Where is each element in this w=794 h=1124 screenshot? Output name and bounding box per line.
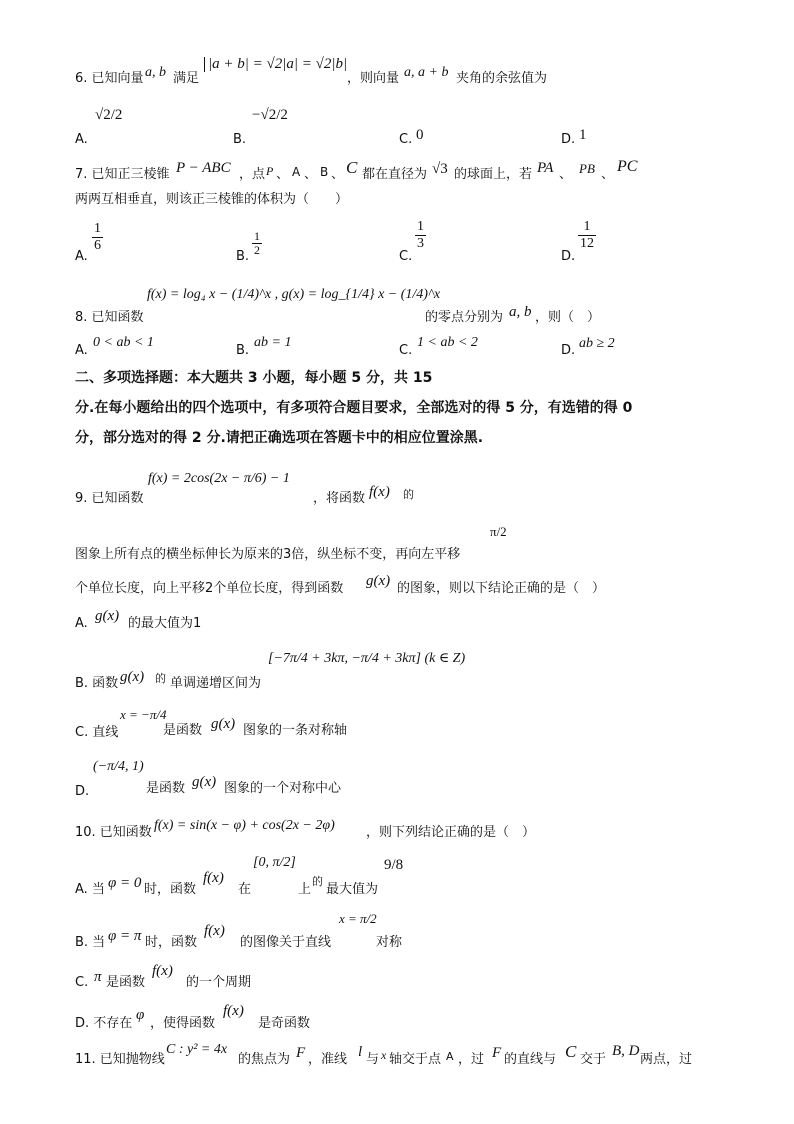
q7-option-b-num: 1 [254,229,260,243]
q7-sep-5: 、 [601,167,615,182]
q7-option-c-den: 3 [417,235,424,251]
q6-suffix: 夹角的余弦值为 [456,71,548,86]
q7-text-1: ，点 [239,167,266,182]
q7-sep-2: 、 [304,167,318,182]
q8-option-b-value: ab = 1 [254,335,292,350]
q10-option-d-t1: ，使得函数 [150,1016,216,1031]
q9-option-a-fn: g(x) [95,608,120,624]
q10-option-d-phi: φ [136,1007,145,1023]
q9-option-d-text-2: 图象的一个对称中心 [224,781,342,796]
q11-focus: F [296,1045,306,1061]
q10-prefix: 10. 已知函数 [75,825,152,840]
q7-option-a-den: 6 [94,237,101,253]
q6-vectors-2: a, a + b [404,65,449,80]
q7-option-b-label: B. [236,249,250,264]
q9-option-b-text: 单调递增区间为 [170,676,262,691]
section-2-line-2: 分.在每小题给出的四个选项中，有多项符合题目要求，全部选对的得 5 分，有选错的得 0 [75,400,633,416]
q8-formula: f(x) = log₄ x − (1/4)^x , g(x) = log_{1/4} x − (1/4)^x [147,287,441,302]
q7-option-d-den: 12 [580,235,594,251]
q7-sep-4: 、 [559,167,573,182]
q8-prefix: 8. 已知函数 [75,310,144,325]
q6-option-a-value: √2/2 [95,107,123,123]
q8-option-d-label: D. [561,343,576,358]
q11-t6: 的直线与 [504,1052,557,1067]
q9-option-d-point: (−π/4, 1) [93,759,144,774]
q7-text-2: 都在直径为 [362,167,428,182]
q9-option-d-text: 是函数 [146,781,186,796]
q9-mid: ，将函数 [313,491,366,506]
q11-prefix: 11. 已知抛物线 [75,1052,165,1067]
q9-line-3a: 个单位长度，向上平移2个单位长度，得到函数 [75,581,344,596]
q7-option-d-label: D. [561,249,576,264]
q8-option-a-label: A. [75,343,88,358]
q11-t7: 交于 [580,1052,607,1067]
q9-formula: f(x) = 2cos(2x − π/6) − 1 [148,471,290,486]
q10-suffix: ，则下列结论正确的是（ ） [366,825,536,840]
q7-option-a-fraction [92,222,103,253]
q7-point-a: A [292,165,301,179]
q7-option-c-num: 1 [417,219,424,234]
q10-option-b-fn: f(x) [204,923,225,939]
q11-curve-c: C [565,1042,577,1061]
q8-option-a-value: 0 < ab < 1 [93,335,154,350]
q9-option-c-fn: g(x) [211,716,236,732]
q8-mid: 的零点分别为 [425,310,504,325]
q9-option-b-label: B. 函数 [75,676,119,691]
q10-option-a-label: A. 当 [75,882,105,897]
q11-t5: ，过 [458,1052,485,1067]
q9-option-b-de: 的 [155,672,166,685]
q9-option-d-fn: g(x) [192,774,217,790]
q7-sep-3: 、 [331,167,345,182]
q7-option-d-num: 1 [578,220,596,236]
q10-option-b-t1: 时，函数 [145,935,198,950]
q10-option-a-t1: 时，函数 [144,882,197,897]
q7-pa: PA [537,160,554,176]
q6-option-b-value: −√2/2 [252,107,288,123]
q9-option-c-line: x = −π/4 [120,707,167,722]
q11-point-a: A [446,1050,454,1063]
q6-option-b-label: B. [233,132,247,147]
q11-curve: C : y² = 4x [166,1042,228,1057]
q11-t1: 的焦点为 [238,1052,291,1067]
q7-pc: PC [617,158,638,175]
q10-option-a-fn: f(x) [203,870,224,886]
q8-option-d-value: ab ≥ 2 [579,336,615,351]
q10-option-b-label: B. 当 [75,935,106,950]
q11-t8: 两点，过 [640,1052,693,1067]
q11-points-bd: B, D [612,1043,640,1059]
q6-vectors: a, b [145,65,166,80]
q8-suffix: ，则（ ） [535,310,601,325]
q10-option-b-t2: 的图像关于直线 [240,935,332,950]
q9-line-2: 图象上所有点的横坐标伸长为原来的3倍，纵坐标不变，再向左平移 [75,547,461,562]
q7-option-c-label: C. [399,249,413,264]
q7-diameter: √3 [432,161,448,177]
q10-option-a-t4: 最大值为 [326,882,379,897]
q7-option-a-label: A. [75,249,88,264]
q7-option-c-fraction [415,220,426,251]
q10-option-d-label: D. 不存在 [75,1016,133,1031]
q10-option-a-value: 9/8 [384,857,404,873]
q9-de: 的 [403,488,414,501]
q7-point-c: C [346,158,358,177]
q7-option-b-den: 2 [254,242,260,257]
q6-condition: |a + b| = √2|a| = √2|b| [204,57,347,72]
q8-option-c-label: C. [399,343,413,358]
q10-option-d-fn: f(x) [223,1003,244,1019]
q9-option-c-text-2: 图象的一条对称轴 [243,723,348,738]
q8-option-b-label: B. [236,343,250,358]
q9-option-a-label: A. [75,616,88,631]
q10-option-c-pi: π [94,969,102,985]
q7-option-b-fraction [252,230,262,257]
q9-option-b-fn: g(x) [120,669,145,685]
q10-option-a-t3: 上 [298,882,312,897]
q10-option-a-interval: [0, π/2] [253,855,296,870]
q6-cond-label: 满足 [173,71,200,86]
q9-prefix: 9. 已知函数 [75,491,144,506]
q7-pb: PB [579,161,595,176]
q9-gx: g(x) [366,573,391,589]
q6-option-c-value: 0 [416,127,424,143]
q7-pyramid: P − ABC [176,160,231,176]
q10-formula: f(x) = sin(x − φ) + cos(2x − 2φ) [154,818,335,833]
q10-option-b-t3: 对称 [376,935,403,950]
q7-text-3: 的球面上，若 [454,167,533,182]
q7-point-b: B [320,165,329,179]
q6-option-c-label: C. [399,132,413,147]
q8-vars: a, b [509,304,532,320]
q9-option-d-label: D. [75,784,90,799]
q10-option-b-line: x = π/2 [339,911,377,926]
q11-t3: 与 [366,1052,380,1067]
q9-shift: π/2 [490,524,507,539]
q8-option-c-value: 1 < ab < 2 [417,335,478,350]
q10-option-a-t2: 在 [238,882,252,897]
section-2-line-3: 分，部分选对的得 2 分.请把正确选项在答题卡中的相应位置涂黑. [75,430,484,446]
q6-prefix: 6. 已知向量 [75,71,144,86]
q9-option-c-text: 是函数 [163,723,203,738]
q9-line-3b: 的图象，则以下结论正确的是（ ） [397,581,606,596]
q11-directrix: l [358,1044,363,1060]
q9-option-b-interval: [−7π/4 + 3kπ, −π/4 + 3kπ] (k ∈ Z) [268,651,466,666]
q10-option-c-t2: 的一个周期 [186,975,252,990]
q7-option-d-fraction [578,220,596,251]
q10-option-b-cond: φ = π [108,928,142,944]
q6-option-d-label: D. [561,132,576,147]
section-2-line-1: 二、多项选择题：本大题共 3 小题，每小题 5 分，共 15 [75,370,433,386]
q10-option-c-label: C. [75,975,89,990]
q10-option-c-fn: f(x) [152,963,173,979]
q10-option-a-de: 的 [312,875,323,888]
q7-line-2: 两两互相垂直，则该正三棱锥的体积为（ ） [75,192,349,207]
q6-option-a-label: A. [75,132,88,147]
q7-prefix: 7. 已知正三棱锥 [75,167,170,182]
q7-sep-1: 、 [276,167,290,182]
q11-focus-2: F [492,1045,502,1061]
q9-option-c-label: C. 直线 [75,725,119,740]
q7-point-p: P [266,164,274,178]
q11-t2: ，准线 [308,1052,348,1067]
q7-option-a-num: 1 [94,221,101,236]
q6-option-d-value: 1 [579,127,587,143]
q10-option-a-cond: φ = 0 [108,875,142,891]
q11-t4: 轴交于点 [389,1052,442,1067]
q6-mid: ，则向量 [347,71,400,86]
q9-option-a-text: 的最大值为1 [128,616,202,631]
q11-x-axis: x [381,1048,387,1062]
q9-fx: f(x) [369,484,390,500]
q10-option-c-t1: 是函数 [106,975,146,990]
q10-option-d-t2: 是奇函数 [258,1016,311,1031]
